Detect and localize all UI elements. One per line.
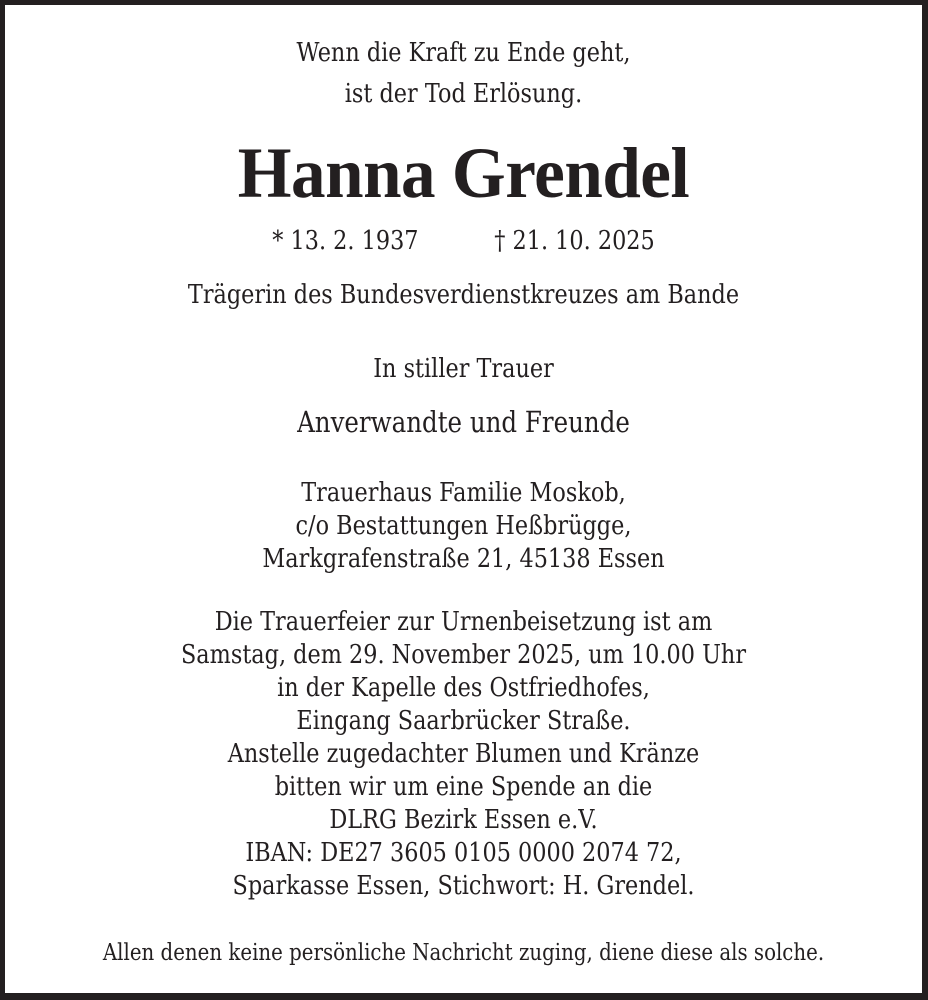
ceremony-line-8: IBAN: DE27 3605 0105 0000 2074 72, [245, 838, 682, 868]
life-dates [69, 223, 858, 259]
mourners-names: Anverwandte und Freunde [297, 406, 630, 439]
birth-date: * 13. 2. 1937 [272, 226, 419, 256]
honor-line: Trägerin des Bundesverdienstkreuzes am Bande [187, 280, 740, 310]
death-date: † 21. 10. 2025 [494, 226, 655, 256]
motto-line-2: ist der Tod Erlösung. [344, 79, 583, 109]
ceremony-line-9: Sparkasse Essen, Stichwort: H. Grendel. [232, 871, 695, 901]
obituary-notice [5, 5, 922, 993]
address-line-2: c/o Bestattungen Heßbrügge, [295, 511, 632, 541]
ceremony-line-6: bitten wir um eine Spende an die [274, 772, 653, 802]
motto-line-1: Wenn die Kraft zu Ende geht, [296, 38, 631, 68]
ceremony-line-3: in der Kapelle des Ostfriedhofes, [277, 673, 650, 703]
ceremony-line-5: Anstelle zugedachter Blumen und Kränze [227, 739, 700, 769]
ceremony-line-7: DLRG Bezirk Essen e.V. [329, 805, 598, 835]
mourning-intro: In stiller Trauer [373, 354, 554, 384]
ceremony-line-1: Die Trauerfeier zur Urnenbeisetzung ist am [214, 607, 713, 637]
address-line-1: Trauerhaus Familie Moskob, [301, 478, 626, 508]
address-line-3: Markgrafenstraße 21, 45138 Essen [262, 544, 665, 574]
deceased-name: Hanna Grendel [237, 133, 690, 213]
ceremony-line-4: Eingang Saarbrücker Straße. [296, 706, 631, 736]
ceremony-line-2: Samstag, dem 29. November 2025, um 10.00 Uhr [180, 640, 747, 670]
footer-note: Allen denen keine persönliche Nachricht zuging, diene diese als solche. [102, 940, 825, 966]
